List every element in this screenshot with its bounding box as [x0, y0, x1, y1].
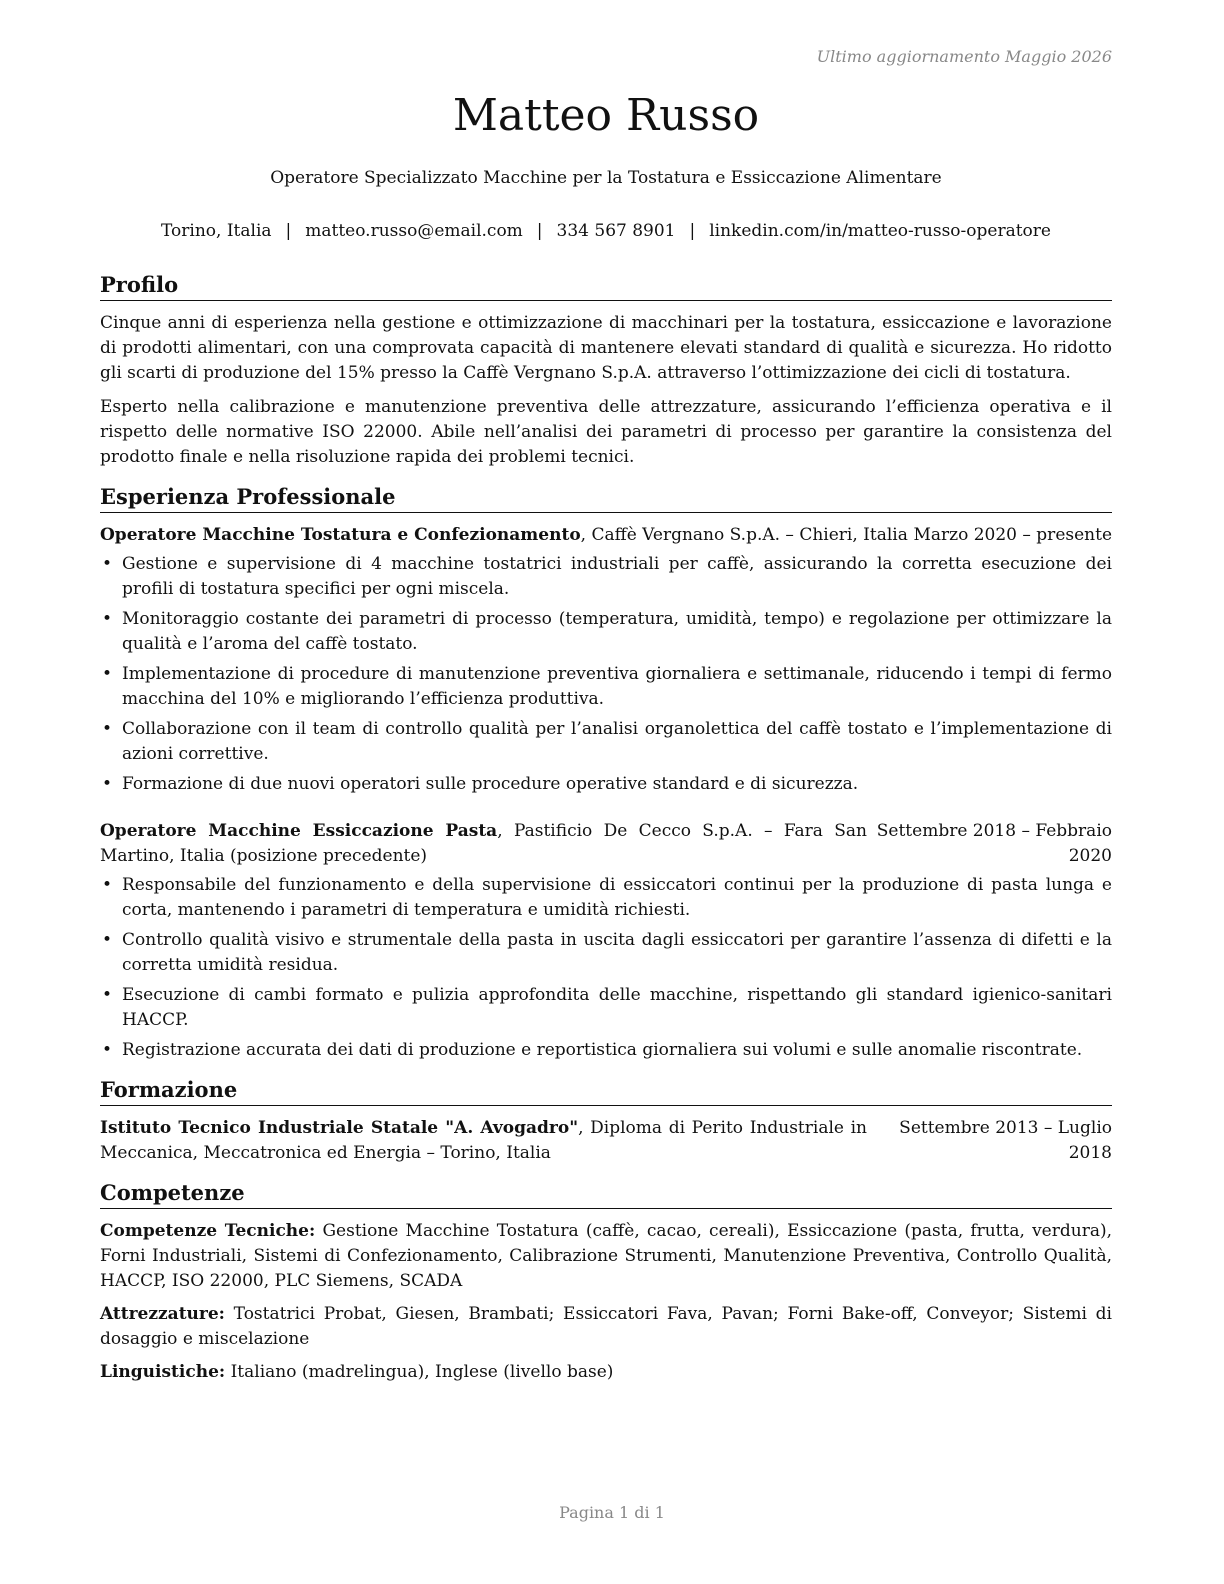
skill-text: Italiano (madrelingua), Inglese (livello base) — [225, 1362, 614, 1382]
job-bullet: • Formazione di due nuovi operatori sulle procedure operative standard e di sicurezza. — [122, 772, 1112, 797]
job-company: , Pastificio De Cecco S.p.A. – Fara San Martino, Italia (posizione precedente) — [100, 821, 867, 866]
skill-label: Linguistiche: — [100, 1362, 226, 1382]
job-bullet: • Gestione e supervisione di 4 macchine tostatrici industriali per caffè, assicurando la corretta esecuzione dei profili di tostatura specifici per ogni miscela. — [122, 552, 1112, 602]
job-role: Operatore Macchine Tostatura e Confezionamento — [100, 525, 581, 545]
job-entry — [100, 819, 1112, 1063]
skill-label: Attrezzature: — [100, 1304, 225, 1324]
skill-label: Competenze Tecniche: — [100, 1221, 316, 1241]
contact-separator: | — [536, 221, 543, 241]
skill-row — [100, 1302, 1112, 1352]
contact-email[interactable]: matteo.russo@email.com — [305, 221, 523, 241]
job-bullet: • Responsabile del funzionamento e della supervisione di essiccatori continui per la produzione di pasta lunga e corta, mantenendo i parametri di temperatura e umidità richiesti. — [122, 873, 1112, 923]
skill-text: Tostatrici Probat, Giesen, Brambati; Essiccatori Fava, Pavan; Forni Bake-off, Conveyor; Sistemi di dosaggio e miscelazione — [100, 1304, 1112, 1349]
skill-row — [100, 1360, 1112, 1385]
last-updated: Ultimo aggiornamento Maggio 2026 — [816, 47, 1112, 66]
contact-separator: | — [689, 221, 696, 241]
education-entry — [100, 1116, 1112, 1166]
section-title-skills: Competenze — [100, 1178, 1112, 1209]
profile-section — [100, 270, 1112, 470]
resume-content — [100, 270, 1112, 1397]
contact-location: Torino, Italia — [161, 221, 272, 241]
job-bullets — [100, 552, 1112, 797]
section-title-experience: Esperienza Professionale — [100, 482, 1112, 513]
education-dates: Settembre 2013 – Luglio 2018 — [899, 1118, 1112, 1163]
education-detail: , Diploma di Perito Industriale in Meccanica, Meccatronica ed Energia – Torino, Italia — [100, 1118, 867, 1163]
skill-row — [100, 1219, 1112, 1294]
job-bullet: • Implementazione di procedure di manutenzione preventiva giornaliera e settimanale, riducendo i tempi di fermo macchina del 10% e migliorando l’efficienza produttiva. — [122, 662, 1112, 712]
job-bullet: • Registrazione accurata dei dati di produzione e reportistica giornaliera sui volumi e sulle anomalie riscontrate. — [122, 1038, 1112, 1063]
job-bullet: • Collaborazione con il team di controllo qualità per l’analisi organolettica del caffè tostato e l’implementazione di azioni correttive. — [122, 717, 1112, 767]
job-bullets — [100, 873, 1112, 1063]
job-header — [100, 819, 1112, 869]
candidate-name: Matteo Russo — [452, 90, 760, 141]
skills-section — [100, 1178, 1112, 1385]
job-entry — [100, 523, 1112, 797]
section-title-education: Formazione — [100, 1075, 1112, 1106]
contact-linkedin[interactable]: linkedin.com/in/matteo-russo-operatore — [709, 221, 1051, 241]
job-bullet: • Esecuzione di cambi formato e pulizia approfondita delle macchine, rispettando gli standard igienico-sanitari HACCP. — [122, 983, 1112, 1033]
profile-paragraph: Esperto nella calibrazione e manutenzione preventiva delle attrezzature, assicurando l’efficienza operativa e il rispetto delle normative ISO 22000. Abile nell’analisi dei parametri di processo per garantire la consistenza del prodotto finale e nella risoluzione rapida dei problemi tecnici. — [100, 397, 1112, 467]
education-line — [100, 1116, 867, 1166]
education-section — [100, 1075, 1112, 1166]
contact-phone[interactable]: 334 567 8901 — [556, 221, 676, 241]
skill-text: Gestione Macchine Tostatura (caffè, cacao, cereali), Essiccazione (pasta, frutta, verdura), Forni Industriali, Sistemi di Confezionamento, Calibrazione Strumenti, Manutenzione Preventiva, Controllo Qualità, HACCP, ISO 22000, PLC Siemens, SCADA — [100, 1221, 1112, 1291]
section-title-profile: Profilo — [100, 270, 1112, 301]
job-dates: Marzo 2020 – presente — [913, 525, 1112, 545]
contact-separator: | — [285, 221, 292, 241]
education-school: Istituto Tecnico Industriale Statale "A. Avogadro" — [100, 1118, 579, 1138]
headline: Operatore Specializzato Macchine per la Tostatura e Essiccazione Alimentare — [270, 168, 942, 188]
job-title-line — [100, 819, 867, 869]
profile-paragraph: Cinque anni di esperienza nella gestione e ottimizzazione di macchinari per la tostatura, essiccazione e lavorazione di prodotti alimentari, con una comprovata capacità di mantenere elevati standard di qualità e sicurezza. Ho ridotto gli scarti di produzione del 15% presso la Caffè Vergnano S.p.A. attraverso l’ottimizzazione dei cicli di tostatura. — [100, 313, 1112, 383]
contact-line — [100, 219, 1112, 244]
job-bullet: • Monitoraggio costante dei parametri di processo (temperatura, umidità, tempo) e regolazione per ottimizzare la qualità e l’aroma del caffè tostato. — [122, 607, 1112, 657]
job-header — [100, 523, 1112, 548]
job-role: Operatore Macchine Essiccazione Pasta — [100, 821, 498, 841]
experience-section — [100, 482, 1112, 1063]
job-title-line — [100, 523, 908, 548]
job-dates: Settembre 2018 – Febbraio 2020 — [876, 821, 1112, 866]
job-company: , Caffè Vergnano S.p.A. – Chieri, Italia — [580, 525, 908, 545]
job-bullet: • Controllo qualità visivo e strumentale della pasta in uscita dagli essiccatori per garantire l’assenza di difetti e la corretta umidità residua. — [122, 928, 1112, 978]
page-number: Pagina 1 di 1 — [559, 1503, 665, 1522]
